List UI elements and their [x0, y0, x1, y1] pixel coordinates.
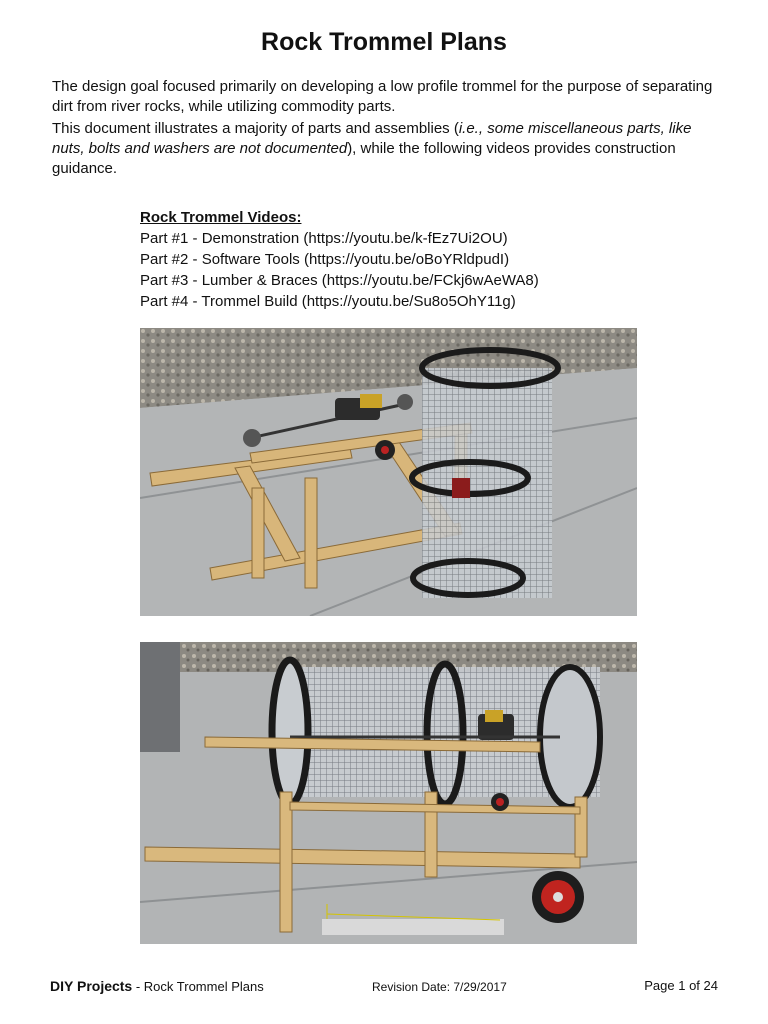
videos-heading: Rock Trommel Videos:: [140, 209, 302, 226]
video-link-part2[interactable]: Part #2 - Software Tools (https://youtu.be/oBoYRldpudI): [140, 251, 510, 268]
document-title: Rock Trommel Plans: [261, 28, 507, 56]
trommel-assembled-photo: [140, 642, 637, 944]
footer-title: [50, 978, 264, 994]
video-link-part4[interactable]: Part #4 - Trommel Build (https://youtu.be/Su8o5OhY11g): [140, 293, 516, 310]
page-footer: [0, 978, 768, 1002]
scope-paragraph: [52, 119, 722, 179]
footer-revision-date: Revision Date: 7/29/2017: [372, 980, 507, 994]
scope-text-end: ), while the following videos provides construction guidance.: [52, 140, 676, 177]
intro-paragraph: The design goal focused primarily on developing a low profile trommel for the purpose of separating dirt from river rocks, while utilizing commodity parts.: [52, 78, 713, 115]
footer-brand: DIY Projects: [50, 978, 133, 994]
video-link-part1[interactable]: Part #1 - Demonstration (https://youtu.be/k-fEz7Ui2OU): [140, 230, 508, 247]
scope-italic-note: i.e., some miscellaneous parts, like nuts, bolts and washers are not documented: [52, 120, 692, 157]
videos-list: [140, 207, 539, 312]
scope-text-start: This document illustrates a majority of parts and assemblies (: [52, 120, 459, 137]
trommel-upright-photo: [140, 328, 637, 616]
footer-doc-name: - Rock Trommel Plans: [132, 979, 264, 994]
video-link-part3[interactable]: Part #3 - Lumber & Braces (https://youtu.be/FCkj6wAeWA8): [140, 272, 539, 289]
footer-page-number: Page 1 of 24: [644, 978, 718, 993]
